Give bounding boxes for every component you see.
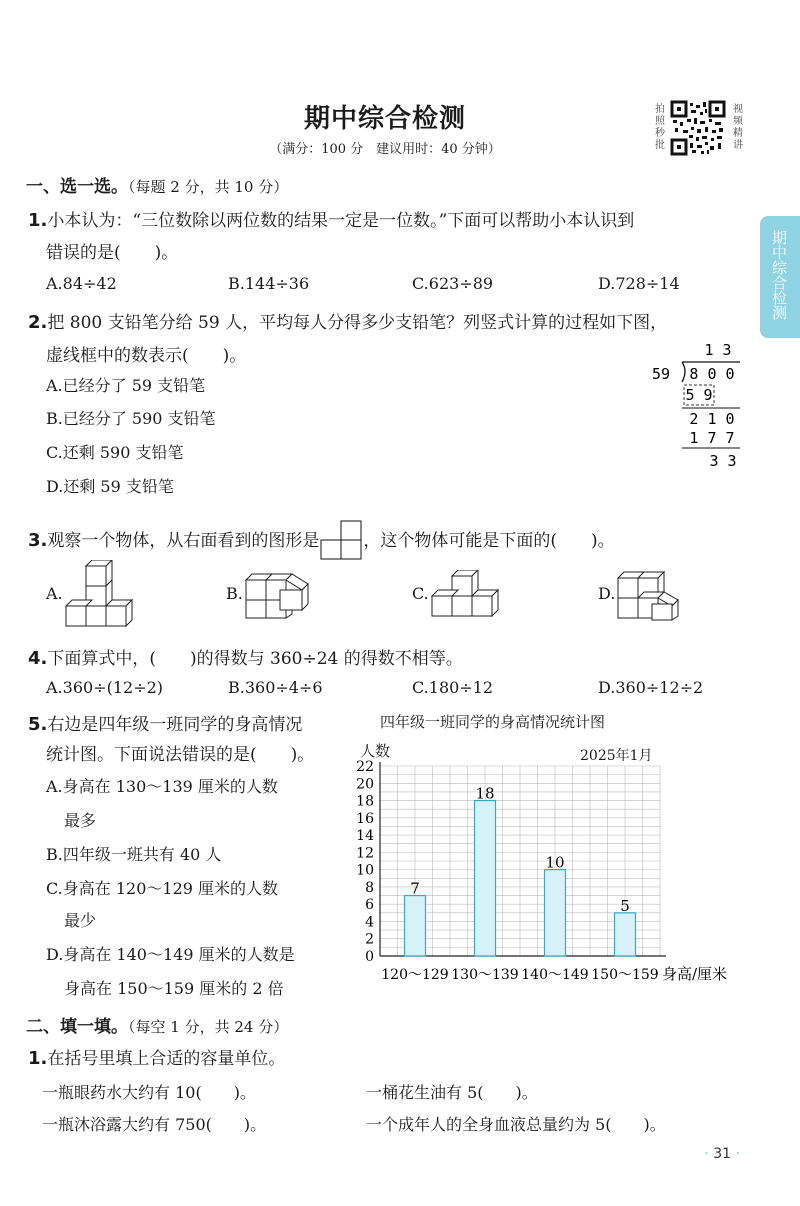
page-number: · 31 · (704, 1146, 740, 1162)
q3-option-d-label[interactable]: D. (598, 584, 616, 603)
chart-date: 2025年1月 (580, 748, 653, 764)
q1-option-b[interactable]: B.144÷36 (228, 274, 310, 293)
side-tab-label: 期中综合检测 (770, 230, 788, 320)
bar (405, 896, 426, 956)
qr-code-icon (670, 100, 726, 156)
q5-option-d-cont: 身高在 150～159 厘米的 2 倍 (64, 979, 284, 998)
q1-option-d[interactable]: D.728÷14 (598, 274, 680, 293)
q5-option-a-cont: 最多 (64, 811, 97, 830)
division-quotient: 1 3 (704, 341, 732, 359)
q3-option-b-label[interactable]: B. (226, 584, 243, 603)
y-tick-label: 14 (356, 828, 374, 845)
bar (545, 870, 566, 956)
question-1-line2: 错误的是( )。 (46, 243, 179, 263)
question-2-line2: 虚线框中的数表示( )。 (46, 346, 247, 366)
q5-option-a[interactable]: A.身高在 130～139 厘米的人数 (46, 777, 278, 796)
question-2: 2.把 800 支铅笔分给 59 人，平均每人分得多少支铅笔？列竖式计算的过程如下图， (28, 312, 668, 333)
q1-option-c[interactable]: C.623÷89 (412, 274, 494, 293)
question-5: 5.右边是四年级一班同学的身高情况 (28, 714, 303, 735)
y-tick-label: 16 (356, 810, 374, 827)
right-view-figure (320, 520, 362, 560)
fill-question-1: 1.在括号里填上合适的容量单位。 (28, 1048, 286, 1069)
division-dividend: 8 0 0 (689, 365, 735, 383)
long-division-figure (648, 338, 744, 474)
qr-label-right: 视 频 精 讲 (733, 104, 743, 151)
q5-option-c-cont: 最少 (64, 911, 97, 930)
qr-label-left: 拍 照 秒 批 (655, 104, 665, 151)
page-title: 期中综合检测 (303, 104, 466, 134)
q4-option-a[interactable]: A.360÷(12÷2) (46, 678, 164, 697)
x-tick-label: 140～149 (521, 967, 589, 983)
y-tick-label: 10 (356, 862, 374, 879)
q2-option-d[interactable]: D.还剩 59 支铅笔 (46, 477, 174, 496)
section-1-heading: 一、选一选。（每题 2 分，共 10 分） (26, 177, 289, 197)
y-tick-label: 0 (365, 949, 374, 965)
q3-option-a-label[interactable]: A. (46, 584, 63, 603)
section-2-heading: 二、填一填。（每空 1 分，共 24 分） (26, 1017, 289, 1037)
y-tick-label: 18 (356, 793, 374, 810)
bar-value-label: 18 (475, 784, 495, 803)
fill1-item-2[interactable]: 一桶花生油有 5( )。 (366, 1083, 538, 1102)
y-tick-label: 12 (356, 845, 374, 862)
x-axis-label: 身高/厘米 (662, 965, 728, 983)
x-tick-label: 150～159 (591, 967, 659, 983)
division-rem1: 2 1 0 (689, 410, 735, 428)
division-step1: 5 9 (685, 386, 713, 404)
fill1-item-1[interactable]: 一瓶眼药水大约有 10( )。 (42, 1083, 256, 1102)
question-4: 4.下面算式中，( )的得数与 360÷24 的得数不相等。 (28, 648, 463, 669)
chapter-side-tab[interactable] (760, 216, 800, 338)
y-tick-label: 20 (356, 776, 374, 793)
division-rem2: 3 3 (709, 452, 737, 470)
q1-option-a[interactable]: A.84÷42 (46, 274, 117, 293)
question-3: 3.观察一个物体，从右面看到的图形是 ，这个物体可能是下面的( )。 (28, 520, 615, 560)
division-step2: 1 7 7 (689, 429, 735, 447)
q2-option-a[interactable]: A.已经分了 59 支铅笔 (46, 376, 206, 395)
y-tick-label: 22 (356, 760, 374, 775)
x-tick-label: 120～129 (381, 967, 449, 983)
x-tick-label: 130～139 (451, 967, 519, 983)
q5-option-d[interactable]: D.身高在 140～149 厘米的人数是 (46, 945, 295, 964)
height-bar-chart (340, 760, 740, 986)
bar-value-label: 7 (410, 879, 420, 898)
y-tick-label: 6 (365, 897, 374, 914)
q3-option-c-cubes[interactable] (430, 570, 500, 622)
q3-option-c-label[interactable]: C. (412, 584, 429, 603)
q3-option-b-cubes[interactable] (244, 572, 310, 620)
y-tick-label: 8 (365, 879, 374, 896)
q3-option-d-cubes[interactable] (616, 570, 680, 624)
fill1-item-3[interactable]: 一瓶沐浴露大约有 750( )。 (42, 1115, 267, 1134)
question-1: 1.小本认为：“三位数除以两位数的结果一定是一位数。”下面可以帮助小本认识到 (28, 210, 635, 231)
bar-value-label: 5 (620, 896, 630, 915)
bar (615, 913, 636, 956)
question-5-line2: 统计图。下面说法错误的是( )。 (46, 745, 315, 765)
page-subtitle: （满分：100 分 建议用时：40 分钟） (269, 142, 501, 157)
chart-title: 四年级一班同学的身高情况统计图 (380, 713, 606, 731)
q5-option-b[interactable]: B.四年级一班共有 40 人 (46, 845, 222, 864)
q4-option-c[interactable]: C.180÷12 (412, 678, 494, 697)
q2-option-c[interactable]: C.还剩 590 支铅笔 (46, 443, 184, 462)
y-tick-label: 2 (365, 931, 374, 948)
q5-option-c[interactable]: C.身高在 120～129 厘米的人数 (46, 879, 279, 898)
fill1-item-4[interactable]: 一个成年人的全身血液总量约为 5( )。 (366, 1115, 666, 1134)
y-tick-label: 4 (365, 914, 374, 931)
qr-block[interactable] (652, 100, 744, 158)
chart-ylabel: 人数 (360, 742, 391, 760)
bar-value-label: 10 (545, 853, 565, 872)
division-divisor: 59 (652, 365, 671, 383)
q4-option-b[interactable]: B.360÷4÷6 (228, 678, 323, 697)
q4-option-d[interactable]: D.360÷12÷2 (598, 678, 704, 697)
q3-option-a-cubes[interactable] (64, 560, 136, 628)
q2-option-b[interactable]: B.已经分了 590 支铅笔 (46, 409, 216, 428)
bar (475, 801, 496, 956)
